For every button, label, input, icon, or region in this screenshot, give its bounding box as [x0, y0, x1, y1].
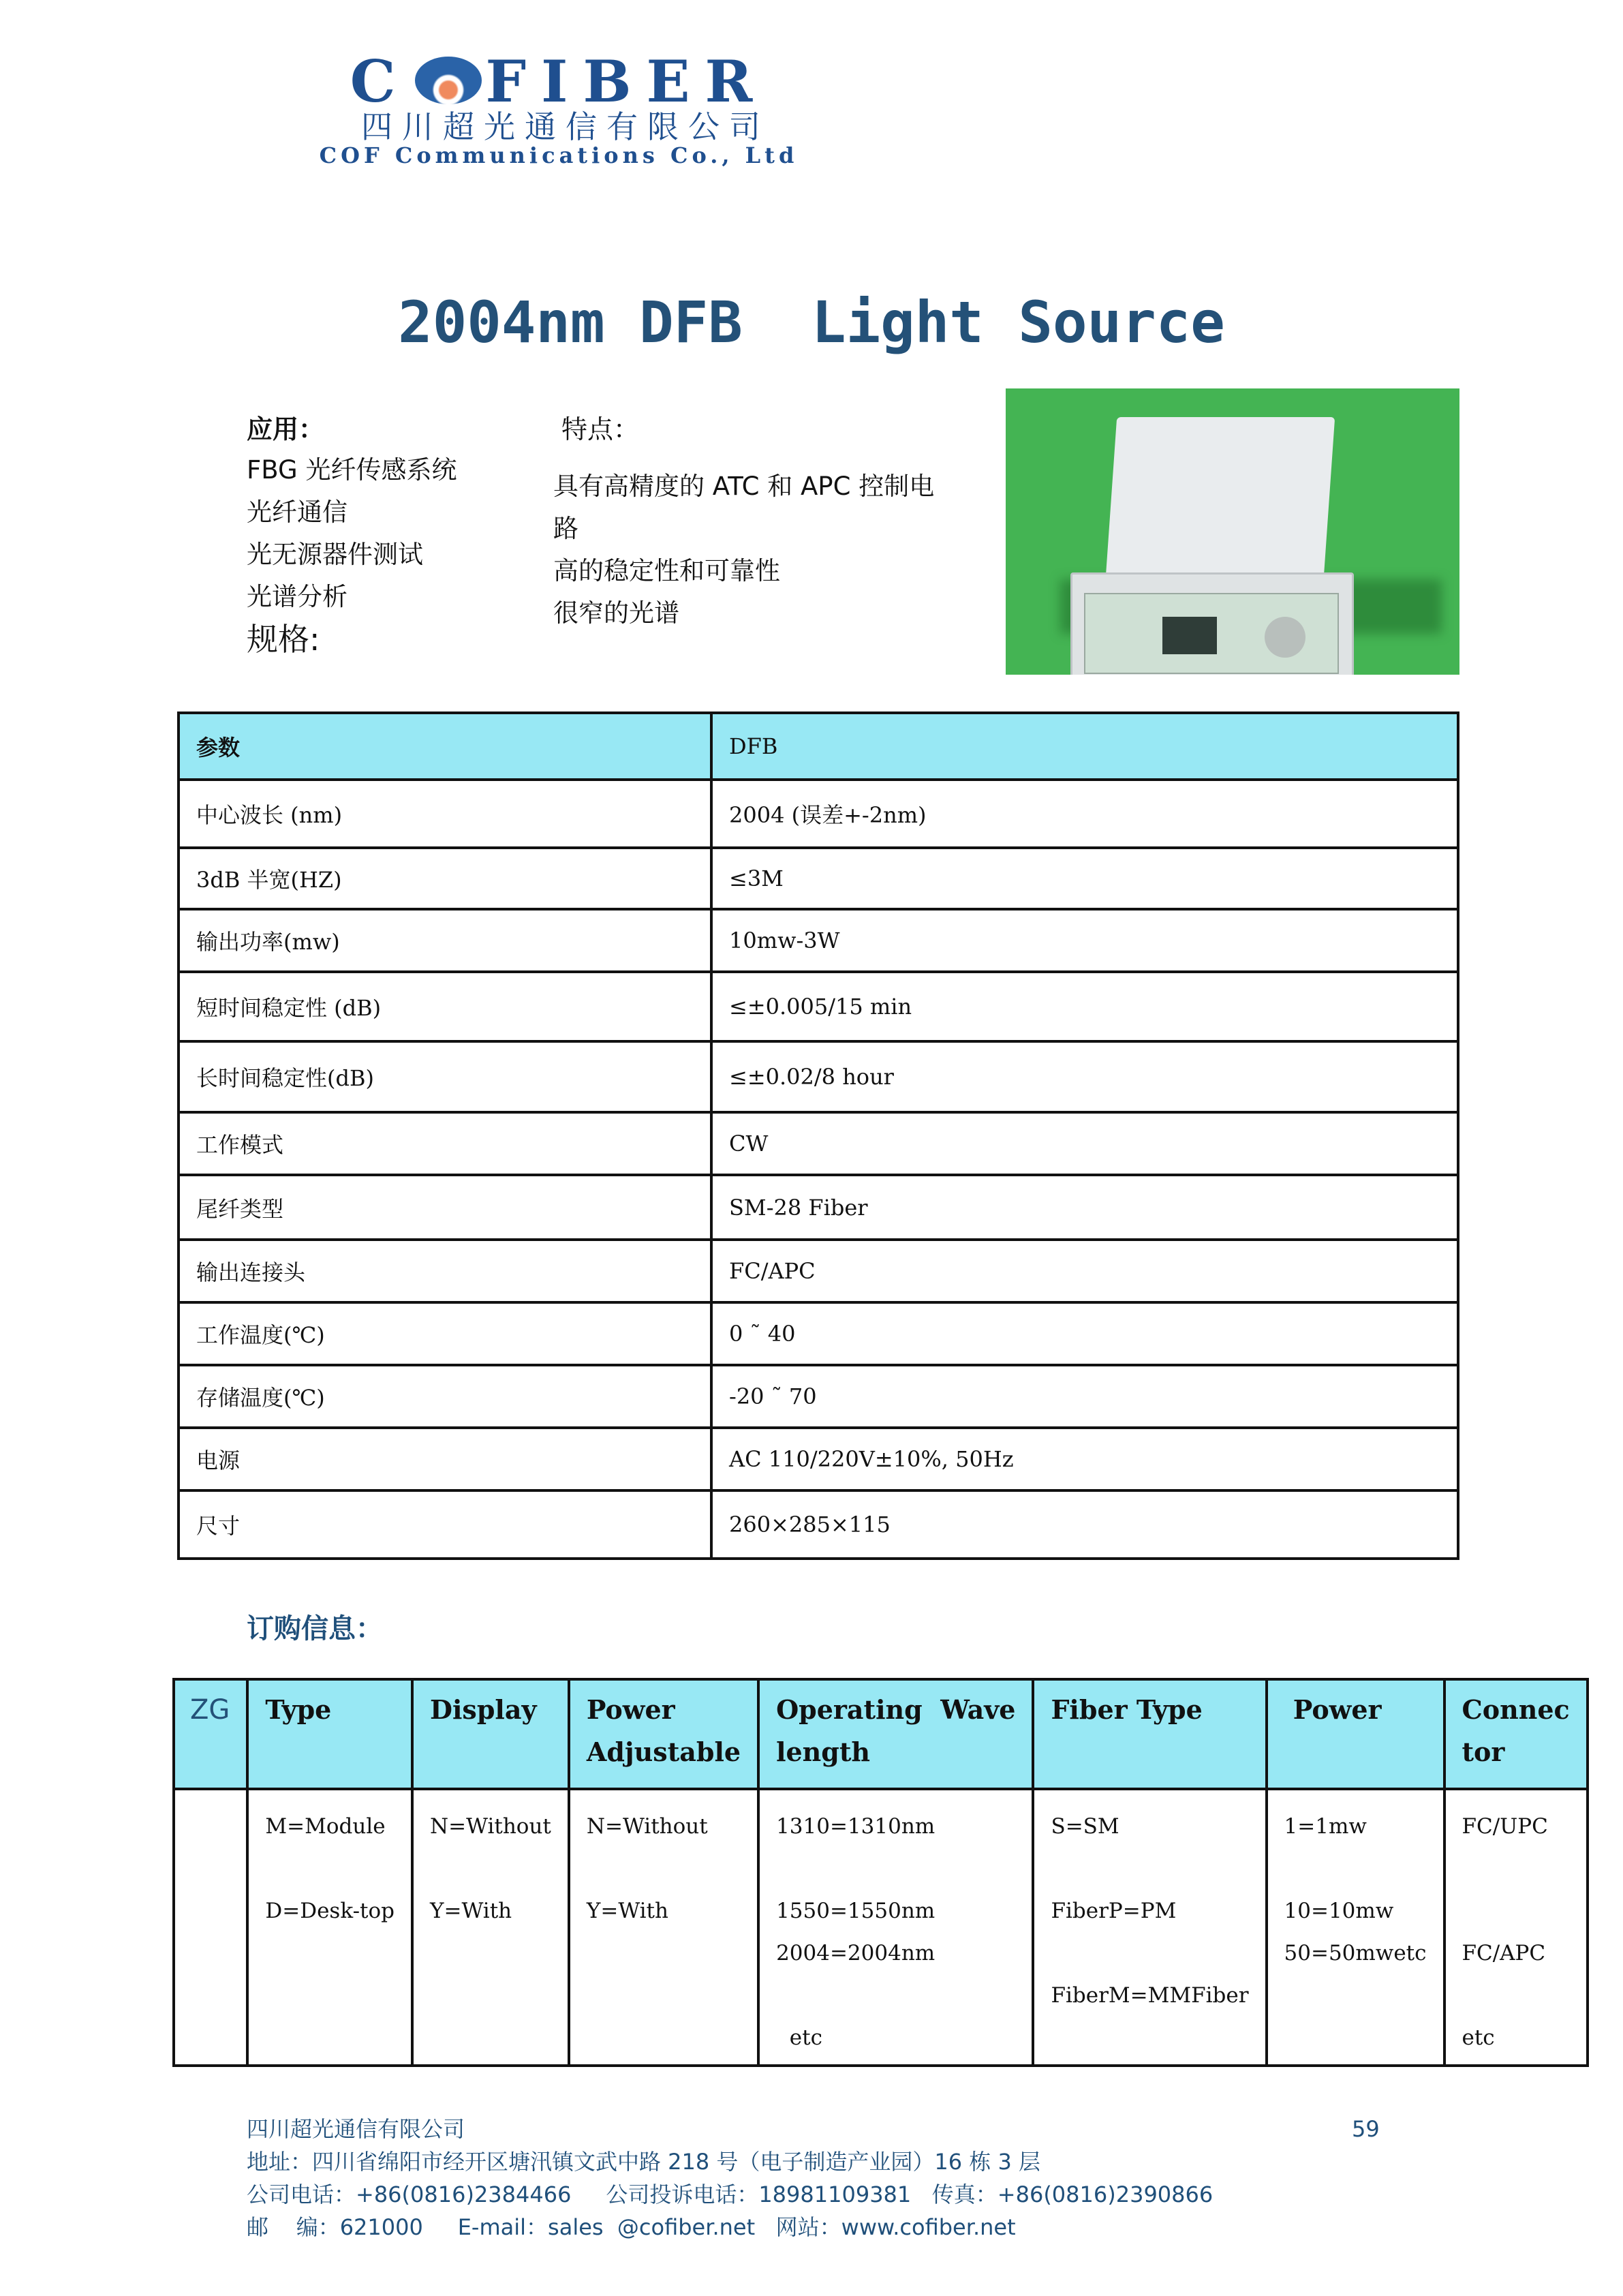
- order-option: Y=With: [430, 1899, 512, 1923]
- order-cell-power-adjustable: [569, 1789, 758, 2066]
- order-table: [172, 1678, 1589, 2067]
- order-table-header: [174, 1679, 1588, 1789]
- order-option: 2004=2004nm: [776, 1941, 936, 1965]
- spec-param: 尾纤类型: [179, 1175, 711, 1240]
- order-cell-fiber-type: [1033, 1789, 1266, 2066]
- order-option: Y=With: [586, 1899, 668, 1923]
- feature-item: 高的稳定性和可靠性: [553, 556, 780, 585]
- order-header-line: Operating Wave: [776, 1694, 1016, 1725]
- spec-value: FC/APC: [711, 1240, 1458, 1302]
- features-list: [553, 465, 976, 634]
- order-header-fiber-type: [1033, 1679, 1266, 1789]
- order-option: N=Without: [430, 1814, 551, 1839]
- order-option: 1310=1310nm: [776, 1814, 936, 1839]
- logo-wordmark: [259, 48, 859, 116]
- device-keypad-icon: [1265, 617, 1305, 658]
- order-option: N=Without: [586, 1814, 708, 1839]
- spec-row: [179, 909, 1458, 972]
- order-option: 10=10mw: [1284, 1899, 1394, 1923]
- spec-value: 10mw-3W: [711, 909, 1458, 972]
- order-option: 1=1mw: [1284, 1814, 1367, 1839]
- spec-value: SM-28 Fiber: [711, 1175, 1458, 1240]
- order-option: [1462, 1848, 1570, 1890]
- page-title: 2004nm DFB Light Source: [398, 289, 1225, 356]
- spec-row: [179, 848, 1458, 909]
- spec-row: [179, 1240, 1458, 1302]
- spec-value: AC 110/220V±10%, 50Hz: [711, 1428, 1458, 1490]
- spec-row: [179, 1365, 1458, 1428]
- order-option: FiberP=PM: [1051, 1899, 1177, 1923]
- spec-value: CW: [711, 1112, 1458, 1175]
- order-option: [1051, 1848, 1248, 1890]
- order-cell-power: [1267, 1789, 1444, 2066]
- spec-value: ≤3M: [711, 848, 1458, 909]
- spec-param: 工作温度(℃): [179, 1302, 711, 1365]
- spec-param: 尺寸: [179, 1490, 711, 1559]
- order-option: [587, 1848, 741, 1890]
- spec-param: 电源: [179, 1428, 711, 1490]
- application-item: 光无源器件测试: [247, 540, 423, 569]
- spec-param: 工作模式: [179, 1112, 711, 1175]
- order-header-text: [776, 1689, 1015, 1773]
- spec-param: 存储温度(℃): [179, 1365, 711, 1428]
- spec-param: 长时间稳定性(dB): [179, 1041, 711, 1112]
- order-header-connector: [1444, 1679, 1588, 1789]
- spec-row: [179, 1302, 1458, 1365]
- spec-value: 2004 (误差+-2nm): [711, 780, 1458, 848]
- footer-contact: 邮 编：621000 E-mail：sales @cofiber.net 网站：www.cofiber.net: [247, 2214, 1016, 2240]
- order-option: M=Module: [265, 1814, 386, 1839]
- spec-value: ≤±0.005/15 min: [711, 972, 1458, 1041]
- order-header-line: Connec: [1462, 1694, 1570, 1725]
- applications-label: 应用：: [247, 414, 325, 444]
- applications-list: [247, 449, 533, 618]
- footer-phones: 公司电话：+86(0816)2384466 公司投诉电话：18981109381 传真：+86(0816)2390866: [247, 2182, 1214, 2207]
- order-header-display: [412, 1679, 569, 1789]
- order-option: FC/APC: [1462, 1941, 1546, 1965]
- spec-value: 0 ˜ 40: [711, 1302, 1458, 1365]
- spec-table: [177, 711, 1459, 1560]
- spec-header-param: 参数: [179, 713, 711, 780]
- spec-row: [179, 1490, 1458, 1559]
- spec-param: 短时间稳定性 (dB): [179, 972, 711, 1041]
- order-option: [776, 1848, 1015, 1890]
- spec-row: [179, 1175, 1458, 1240]
- page-footer: [247, 2113, 1405, 2244]
- order-header-wavelength: [758, 1679, 1033, 1789]
- order-option: S=SM: [1051, 1814, 1119, 1839]
- device-screen: [1162, 617, 1217, 654]
- order-header-text: Type: [265, 1694, 332, 1725]
- spec-row: [179, 1041, 1458, 1112]
- order-header-line: tor: [1462, 1736, 1505, 1767]
- applications-section: [247, 412, 533, 660]
- order-table-body: [174, 1789, 1588, 2066]
- spec-param: 输出连接头: [179, 1240, 711, 1302]
- spec-label: 规格:: [247, 621, 320, 658]
- application-item: 光纤通信: [247, 498, 347, 527]
- logo-company-cn: 四川超光通信有限公司: [361, 108, 770, 145]
- spec-table-header: [179, 713, 1458, 780]
- order-option: [1462, 1974, 1570, 2017]
- spec-param: 输出功率(mw): [179, 909, 711, 972]
- order-cell-zg: [174, 1789, 247, 2066]
- footer-address: 地址：四川省绵阳市经开区塘汛镇文武中路 218 号（电子制造产业园）16 栋 3 层: [247, 2149, 1041, 2175]
- spec-row: [179, 780, 1458, 848]
- spec-param: 3dB 半宽(HZ): [179, 848, 711, 909]
- order-option: 50=50mwetc: [1284, 1941, 1427, 1965]
- order-option: FiberM=MMFiber: [1051, 1983, 1249, 2008]
- order-option: etc: [1462, 2025, 1495, 2050]
- product-photo: [1006, 388, 1459, 675]
- order-header-text: [1462, 1689, 1570, 1773]
- spec-header-dfb: DFB: [711, 713, 1458, 780]
- footer-company: 四川超光通信有限公司: [247, 2116, 465, 2142]
- spec-row: [179, 1428, 1458, 1490]
- order-option: [1284, 1848, 1427, 1890]
- order-header-line: Power: [586, 1694, 675, 1725]
- spec-row: [179, 1112, 1458, 1175]
- feature-item: 路: [553, 514, 578, 543]
- order-option: etc: [776, 2025, 822, 2050]
- fiber-emblem-icon: [415, 57, 482, 104]
- spec-value: ≤±0.02/8 hour: [711, 1041, 1458, 1112]
- order-header-zg: [174, 1679, 247, 1789]
- logo-company-en: COF Communications Co., Ltd: [319, 142, 799, 168]
- order-header-text: [587, 1689, 741, 1773]
- order-header-line: Adjustable: [586, 1736, 741, 1767]
- order-header-line: length: [776, 1736, 871, 1767]
- order-header-power: [1267, 1679, 1444, 1789]
- logo-letter-c: C: [350, 48, 411, 115]
- order-cell-wavelength: [758, 1789, 1033, 2066]
- order-info-label: 订购信息：: [247, 1613, 383, 1644]
- spec-row: [179, 972, 1458, 1041]
- order-option: [265, 1848, 395, 1890]
- spec-value: 260×285×115: [711, 1490, 1458, 1559]
- feature-item: 具有高精度的 ATC 和 APC 控制电: [553, 472, 935, 501]
- order-option: [1462, 1890, 1570, 1932]
- order-header-text: Power: [1284, 1694, 1382, 1725]
- logo-letters-fiber: FIBER: [485, 48, 768, 115]
- order-header-text: ZG: [190, 1694, 230, 1726]
- order-option: D=Desk-top: [265, 1899, 395, 1923]
- order-header-power-adjustable: [569, 1679, 758, 1789]
- page-number: 59: [1352, 2116, 1380, 2142]
- features-label: 特点：: [561, 414, 640, 444]
- order-option: FC/UPC: [1462, 1814, 1548, 1839]
- company-logo: [259, 48, 872, 168]
- application-item: 光谱分析: [247, 582, 347, 611]
- order-header-text: Display: [430, 1694, 537, 1725]
- application-item: FBG 光纤传感系统: [247, 455, 457, 485]
- order-cell-connector: [1444, 1789, 1588, 2066]
- device-top: [1106, 417, 1335, 577]
- spec-param: 中心波长 (nm): [179, 780, 711, 848]
- order-option: 1550=1550nm: [776, 1899, 936, 1923]
- order-option: [776, 1974, 1015, 2017]
- order-option: [430, 1848, 551, 1890]
- order-header-type: [247, 1679, 412, 1789]
- spec-value: -20 ˜ 70: [711, 1365, 1458, 1428]
- features-section: [553, 412, 976, 634]
- order-header-text: Fiber Type: [1051, 1694, 1203, 1725]
- order-cell-type: [247, 1789, 412, 2066]
- order-option: [1051, 1932, 1248, 1974]
- feature-item: 很窄的光谱: [553, 598, 679, 628]
- order-cell-display: [412, 1789, 569, 2066]
